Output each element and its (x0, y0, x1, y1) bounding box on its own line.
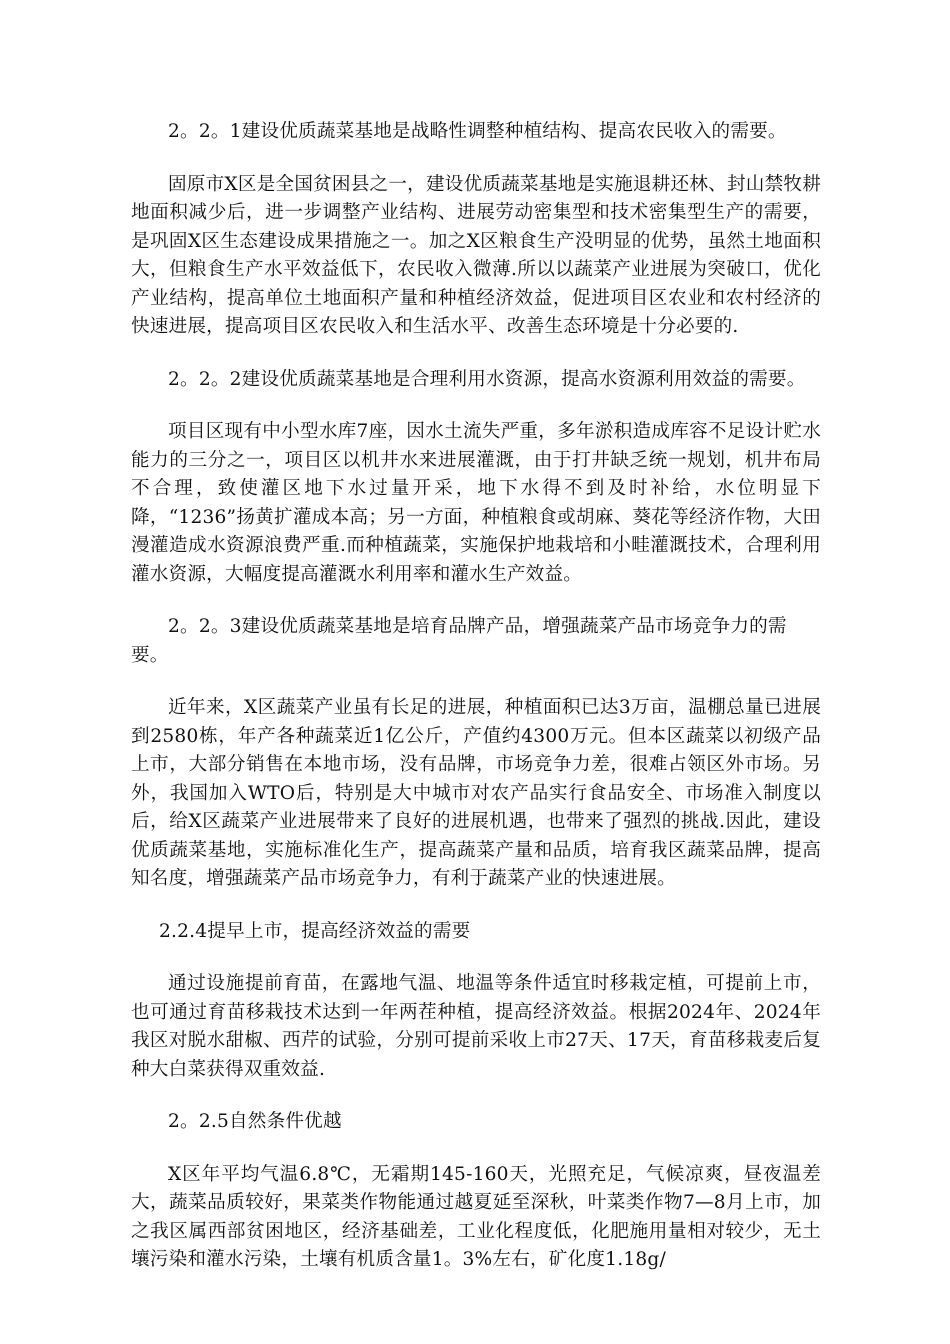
section-heading-2-2-5: 2。2.5自然条件优越 (168, 1111, 342, 1132)
section-heading-2-2-3: 2。2。3建设优质蔬菜基地是培育品牌产品，增强蔬菜产品市场竞争力的需要。 (131, 616, 787, 666)
section-heading-2-2-1: 2。2。1建设优质蔬菜基地是战略性调整种植结构、提高农民收入的需要。 (168, 121, 787, 142)
paragraph-2-2-3: 近年来，X区蔬菜产业虽有长足的进展，种植面积已达3万亩，温棚总量已进展到2580栋，年产各种蔬菜近1亿公斤，产值约4300万元。但本区蔬菜以初级产品上市，大部分销售在本地市场，没有品牌，市场竞争力差，很难占领区外市场。另外，我国加入WTO后，特别是大中城市对农产品实行食品安全、市场准入制度以后，给X区蔬菜产业进展带来了良好的进展机遇，也带来了强烈的挑战.因此，建设优质蔬菜基地，实施标准化生产，提高蔬菜产量和品质，培育我区蔬菜品牌，提高知名度，增强蔬菜产品市场竞争力，有利于蔬菜产业的快速进展。 (131, 697, 821, 889)
section-heading-2-2-4: 2.2.4提早上市，提高经济效益的需要 (159, 920, 471, 942)
paragraph-2-2-4: 通过设施提前育苗，在露地气温、地温等条件适宜时移栽定植，可提前上市，也可通过育苗移栽技术达到一年两茬种植，提高经济效益。根据2024年、2024年我区对脱水甜椒、西芹的试验，分别可提前采收上市27天、17天，育苗移栽麦后复种大白菜获得双重效益. (131, 973, 821, 1080)
paragraph-2-2-1: 固原市X区是全国贫困县之一，建设优质蔬菜基地是实施退耕还林、封山禁牧耕地面积减少后，进一步调整产业结构、进展劳动密集型和技术密集型生产的需要，是巩固X区生态建设成果措施之一。加之X区粮食生产没明显的优势，虽然土地面积大，但粮食生产水平效益低下，农民收入微薄.所以以蔬菜产业进展为突破口，优化产业结构，提高单位土地面积产量和种植经济效益，促进项目区农业和农村经济的快速进展，提高项目区农民收入和生活水平、改善生态环境是十分必要的. (131, 173, 821, 337)
paragraph-2-2-5: X区年平均气温6.8℃，无霜期145-160天，光照充足，气候凉爽，昼夜温差大，蔬菜品质较好，果菜类作物能通过越夏延至深秋，叶菜类作物7—8月上市，加之我区属西部贫困地区，经济基础差，工业化程度低，化肥施用量相对较少，无土壤污染和灌水污染，土壤有机质含量1。3%左右，矿化度1.18g/ (131, 1163, 821, 1270)
section-heading-2-2-2: 2。2。2建设优质蔬菜基地是合理利用水资源，提高水资源利用效益的需要。 (168, 368, 806, 390)
paragraph-2-2-2: 项目区现有中小型水库7座，因水土流失严重，多年淤积造成库容不足设计贮水能力的三分之一，项目区以机井水来进展灌溉，由于打井缺乏统一规划，机井布局不合理，致使灌区地下水过量开采，地下水得不到及时补给，水位明显下降，“1236”扬黄扩灌成本高；另一方面，种植粮食或胡麻、葵花等经济作物，大田漫灌造成水资源浪费严重.而种植蔬菜，实施保护地栽培和小畦灌溉技术，合理利用灌水资源，大幅度提高灌溉水利用率和灌水生产效益。 (131, 421, 821, 585)
document-body (131, 118, 821, 1299)
